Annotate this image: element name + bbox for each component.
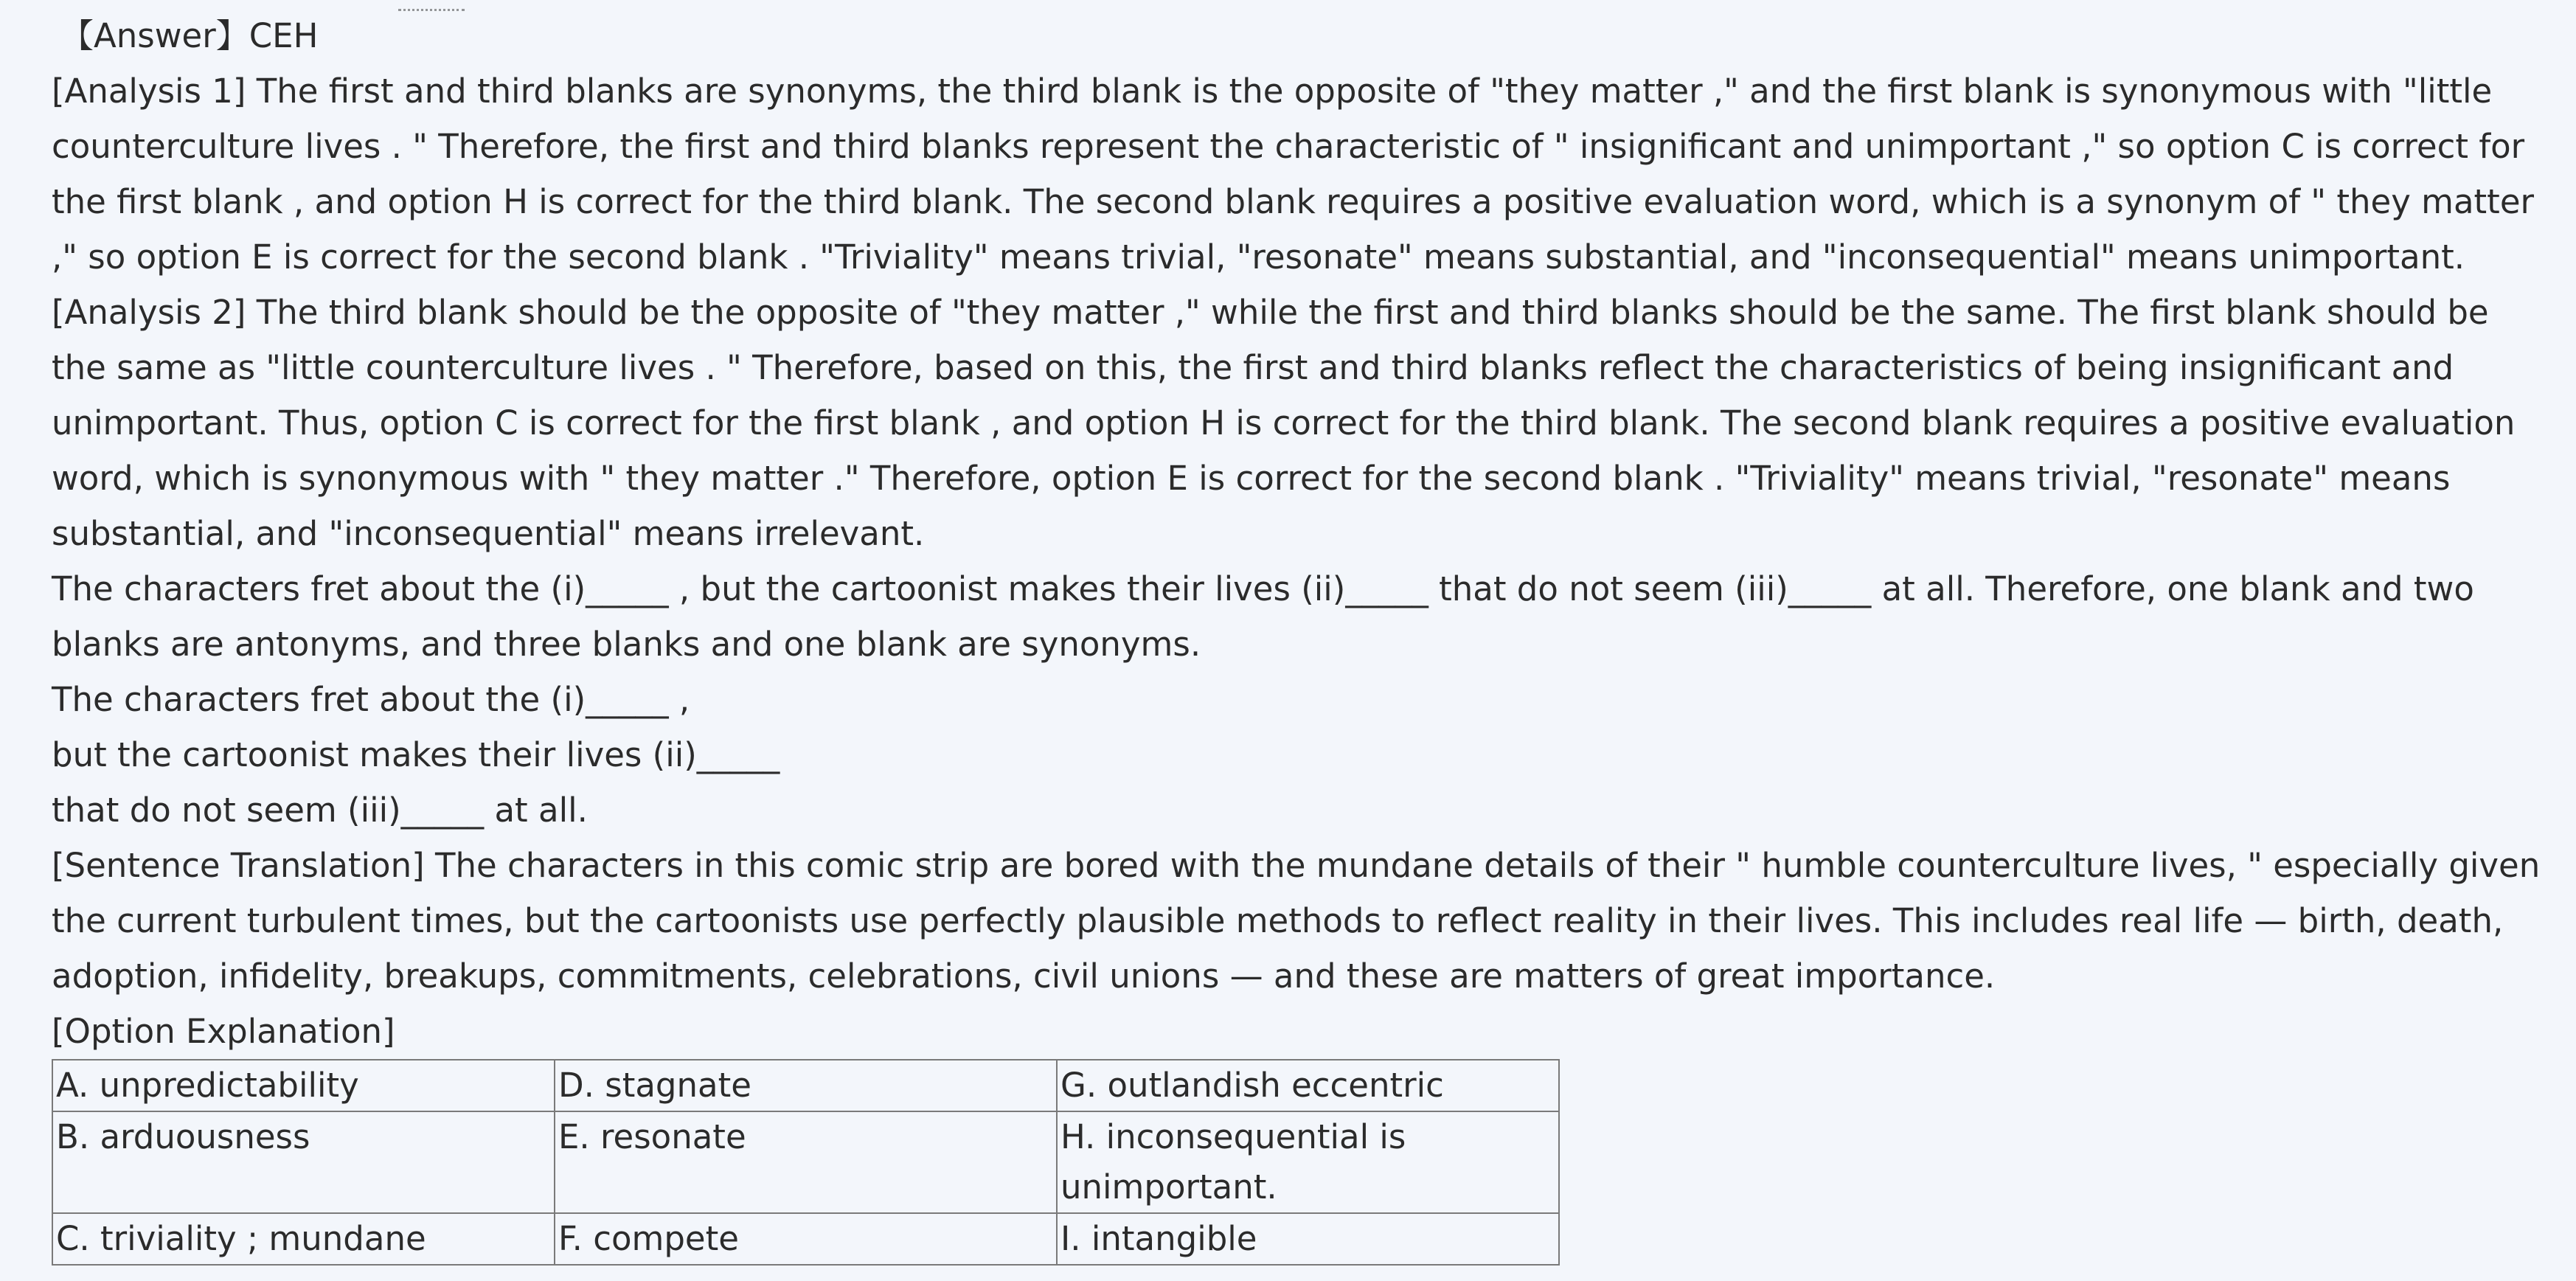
option-b: B. arduousness xyxy=(52,1111,555,1213)
cropped-text-remnant xyxy=(398,9,465,15)
split-line-3: that do not seem (iii)_____ at all. xyxy=(52,791,588,830)
split-line-1: The characters fret about the (i)_____ , xyxy=(52,680,690,719)
answer-line: 【Answer】CEH xyxy=(60,16,319,55)
structure-note: The characters fret about the (i)_____ , but the cartoonist makes their lives (ii)_____ that do not seem (iii)_____ at all. Therefore, one blank and two blanks are antonyms, and three blanks and one blank are synonyms. xyxy=(52,569,2474,664)
option-c: C. triviality ; mundane xyxy=(52,1213,555,1265)
option-heading: [Option Explanation] xyxy=(52,1012,395,1051)
option-d: D. stagnate xyxy=(555,1060,1057,1111)
split-line-2: but the cartoonist makes their lives (ii)_____ xyxy=(52,735,780,774)
table-row xyxy=(52,1060,1559,1111)
analysis-2: [Analysis 2] The third blank should be the opposite of "they matter ," while the first and third blanks should be the same. The first blank should be the same as "little counterculture lives . " Therefore, based on this, the first and third blanks reflect the characteristics of being insignificant and unimportant. Thus, option C is correct for the first blank , and option H is correct for the third blank. The second blank requires a positive evaluation word, which is synonymous with " they matter ." Therefore, option E is correct for the second blank . "Triviality" means trivial, "resonate" means substantial, and "inconsequential" means irrelevant. xyxy=(52,293,2516,553)
option-h: H. inconsequential is unimportant. xyxy=(1057,1111,1559,1213)
table-row xyxy=(52,1213,1559,1265)
option-f: F. compete xyxy=(555,1213,1057,1265)
options-table xyxy=(52,1059,1560,1266)
document-page xyxy=(0,9,2576,1281)
option-g: G. outlandish eccentric xyxy=(1057,1060,1559,1111)
option-a: A. unpredictability xyxy=(52,1060,555,1111)
analysis-1: [Analysis 1] The first and third blanks are synonyms, the third blank is the opposite of "they matter ," and the first blank is synonymous with "little counterculture lives . " Therefore, the first and third blanks represent the characteristic of " insignificant and unimportant ," so option C is correct for the first blank , and option H is correct for the third blank. The second blank requires a positive evaluation word, which is a synonym of " they matter ," so option E is correct for the second blank . "Triviality" means trivial, "resonate" means substantial, and "inconsequential" means unimportant. xyxy=(52,72,2535,277)
table-row xyxy=(52,1111,1559,1213)
sentence-translation: [Sentence Translation] The characters in this comic strip are bored with the mundane details of their " humble counterculture lives, " especially given the current turbulent times, but the cartoonists use perfectly plausible methods to reflect reality in their lives. This includes real life — birth, death, adoption, infidelity, breakups, commitments, celebrations, civil unions — and these are matters of great importance. xyxy=(52,846,2541,996)
option-i: I. intangible xyxy=(1057,1213,1559,1265)
option-e: E. resonate xyxy=(555,1111,1057,1213)
